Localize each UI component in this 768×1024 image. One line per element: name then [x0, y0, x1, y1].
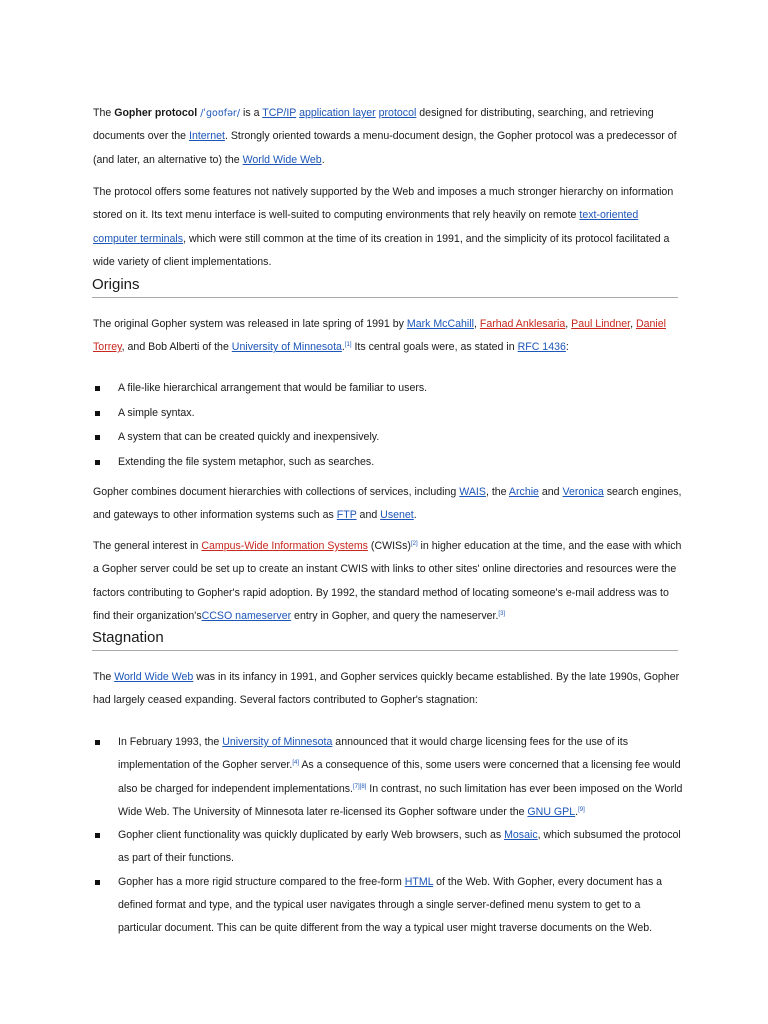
list-item	[93, 402, 683, 425]
link-archie[interactable]: Archie	[508, 486, 539, 498]
link-world-wide-web[interactable]: World Wide Web	[242, 153, 322, 166]
link-application-layer[interactable]: application layer	[299, 107, 376, 119]
link-university-of-minnesota[interactable]: University of Minnesota	[231, 341, 342, 354]
text: .	[321, 153, 325, 166]
text: Gopher client functionality was quickly duplicated by early Web browsers, such as	[118, 829, 505, 842]
list-item	[93, 824, 683, 871]
text: .	[341, 341, 345, 354]
intro-paragraph-2	[93, 181, 683, 274]
bullet-square-icon	[95, 435, 100, 440]
text: .	[413, 509, 417, 522]
text: was in its infancy in 1991, and Gopher services quickly became established. By the late 1990s, Gopher had largely ceased expanding. Several factors contributed to Gopher's stagnation:	[93, 671, 680, 707]
text: Its central goals were, as stated in	[351, 341, 518, 354]
stagnation-factors-list	[93, 731, 683, 941]
heading-stagnation: Stagnation	[92, 629, 678, 651]
link-internet[interactable]: Internet	[189, 130, 225, 143]
origins-paragraph-1	[93, 313, 683, 360]
link-university-of-minnesota[interactable]: University of Minnesota	[222, 736, 333, 748]
origins-paragraph-3	[93, 535, 683, 628]
text: ,	[473, 318, 480, 330]
list-item	[93, 377, 683, 400]
link-usenet[interactable]: Usenet	[380, 509, 414, 522]
origins-goals-list	[93, 377, 683, 475]
intro-paragraph-1	[93, 102, 683, 172]
text: As a consequence of this, some users were concerned that a licensing fee would also be charged for independent implementations.	[118, 759, 681, 795]
list-item-text: A simple syntax.	[118, 406, 195, 419]
heading-origins: Origins	[92, 276, 678, 298]
bullet-square-icon	[95, 460, 100, 465]
link-tcp-ip[interactable]: TCP/IP	[262, 107, 297, 119]
text: designed for distributing, searching, and retrieving documents over the	[93, 107, 654, 143]
text: ,	[630, 318, 636, 330]
text: The	[93, 671, 115, 683]
text: , which were still common at the time of its creation in 1991, and the simplicity of its protocol facilitated a wide variety of client implementations.	[93, 232, 670, 268]
citation-ref-9[interactable]: [9]	[578, 806, 585, 813]
text: The original Gopher system was released in late spring of 1991 by	[93, 318, 407, 330]
citation-ref-4[interactable]: [4]	[292, 760, 299, 767]
text: is a	[240, 107, 263, 119]
bullet-square-icon	[95, 740, 100, 745]
redlink-daniel-torrey[interactable]: Daniel Torrey	[93, 318, 666, 354]
text: In February 1993, the	[118, 736, 223, 748]
citation-ref-1[interactable]: [1]	[344, 342, 352, 349]
link-gnu-gpl[interactable]: GNU GPL	[527, 805, 576, 818]
redlink-farhad-anklesaria[interactable]: Farhad Anklesaria	[479, 318, 566, 330]
link-ccso-nameserver[interactable]: CCSO nameserver	[201, 609, 292, 622]
link-html[interactable]: HTML	[404, 875, 434, 888]
redlink-campus-wide-information-systems[interactable]: Campus-Wide Information Systems	[201, 540, 368, 552]
link-mosaic[interactable]: Mosaic	[504, 829, 538, 842]
text: .	[575, 805, 579, 818]
citation-ref-3[interactable]: [3]	[498, 610, 506, 617]
text: of the Web. With Gopher, every document has a defined format and type, and the typical user navigates through a single server-defined menu system to get to a particular document. This can be quite different from the way a typical user might traverse documents on the Web.	[118, 875, 663, 935]
redlink-paul-lindner[interactable]: Paul Lindner	[571, 318, 631, 330]
text: , the	[485, 486, 509, 498]
list-item	[93, 731, 683, 824]
bullet-square-icon	[95, 833, 100, 838]
list-item	[93, 426, 683, 449]
text: and	[538, 486, 563, 498]
citation-ref-2[interactable]: [2]	[410, 541, 418, 547]
list-item-text: A system that can be created quickly and inexpensively.	[118, 431, 380, 444]
bullet-square-icon	[95, 411, 100, 416]
link-protocol[interactable]: protocol	[378, 107, 417, 119]
text: , and Bob Alberti of the	[121, 341, 232, 354]
text: Gopher combines document hierarchies with collections of services, including	[93, 486, 460, 498]
text: announced that it would charge licensing fees for the use of its implementation of the Gopher server.	[118, 736, 628, 772]
text: entry in Gopher, and query the nameserver.	[291, 609, 499, 622]
link-mark-mccahill[interactable]: Mark McCahill	[406, 318, 474, 330]
citation-ref-7-8[interactable]: [7][8]	[352, 783, 367, 790]
link-wais[interactable]: WAIS	[459, 486, 486, 498]
bullet-square-icon	[95, 386, 100, 391]
text: :	[565, 341, 569, 354]
text: The	[93, 107, 115, 119]
text: . Strongly oriented towards a menu-document design, the Gopher protocol was a predecessor of (and later, an alternative to) the	[93, 130, 677, 166]
list-item	[93, 871, 683, 941]
text: Gopher has a more rigid structure compared to the free-form	[118, 875, 405, 888]
pronunciation[interactable]: /ˈɡoʊfər/	[197, 108, 241, 119]
text: and	[356, 509, 381, 522]
link-text-oriented-terminals[interactable]: text-oriented computer terminals	[93, 209, 639, 245]
bullet-square-icon	[95, 880, 100, 885]
link-veronica[interactable]: Veronica	[562, 486, 604, 498]
link-rfc-1436[interactable]: RFC 1436	[517, 341, 566, 354]
list-item-text: Extending the file system metaphor, such as searches.	[118, 455, 375, 468]
list-item	[93, 451, 683, 474]
link-world-wide-web[interactable]: World Wide Web	[114, 671, 194, 683]
text: The protocol offers some features not natively supported by the Web and imposes a much stronger hierarchy on information stored on it. Its text menu interface is well-suited to computing environments that rely heavily on remote	[93, 186, 674, 222]
text: (CWISs)	[367, 540, 411, 552]
text: , which subsumed the protocol as part of their functions.	[118, 829, 681, 865]
origins-paragraph-2	[93, 481, 683, 528]
text: in higher education at the time, and the ease with which a Gopher server could be set up to create an instant CWIS with links to other sites' online directories and resources were the factors contributing to Gopher's rapid adoption. By 1992, the standard method of locating someone's e-mail address was to find their organization's	[93, 540, 682, 622]
link-ftp[interactable]: FTP	[336, 509, 357, 522]
text: In contrast, no such limitation has ever been imposed on the World Wide Web. The University of Minnesota later re-licensed its Gopher software under the	[118, 782, 683, 818]
text: The general interest in	[93, 540, 202, 552]
stagnation-paragraph-1	[93, 666, 683, 713]
text: ,	[565, 318, 572, 330]
article-title-bold: Gopher protocol	[114, 107, 198, 119]
text: search engines, and gateways to other information systems such as	[93, 486, 682, 522]
list-item-text: A file-like hierarchical arrangement that would be familiar to users.	[118, 382, 428, 394]
